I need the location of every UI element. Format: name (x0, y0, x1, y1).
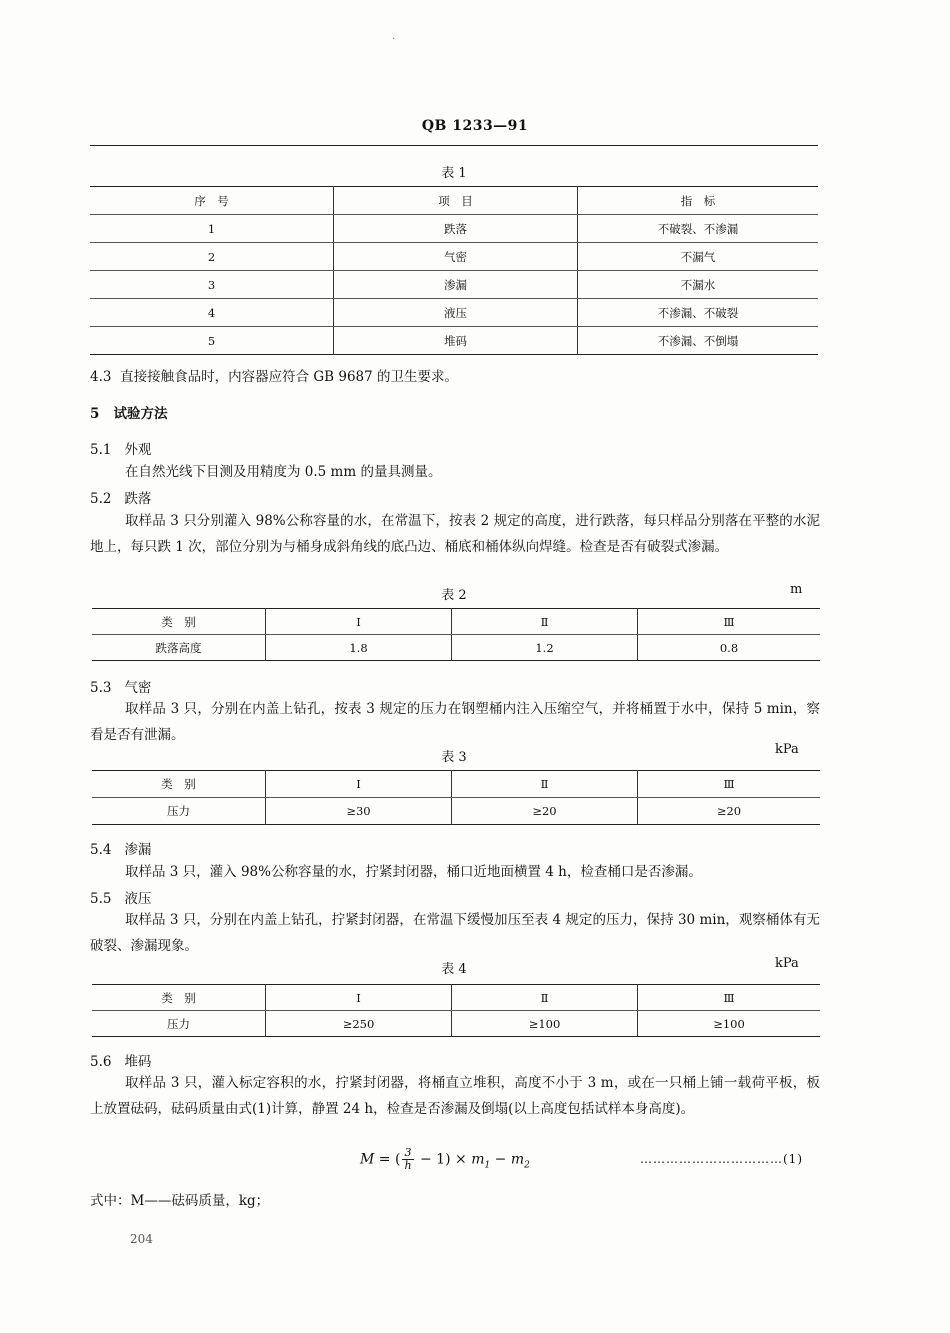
formula-lhs: M (360, 1151, 375, 1168)
table1-col-index: 指 标 (578, 187, 819, 215)
table3-cell: 压力 (167, 804, 190, 818)
formula-frac-den: h (404, 1159, 412, 1172)
clause-number: 5.1 (90, 442, 112, 458)
table1-cell: 不渗漏、不破裂 (578, 299, 819, 327)
standard-code-header: QB 1233—91 (421, 118, 529, 134)
table1-cell: 跌落 (334, 215, 578, 243)
table2 (92, 608, 820, 661)
formula-1 (360, 1147, 530, 1172)
table1-cell: 堆码 (334, 327, 578, 355)
table2-cell: Ⅰ (266, 609, 452, 635)
formula-eq: = (378, 1151, 391, 1168)
table1-cell: 3 (90, 271, 334, 299)
table3-cell: Ⅲ (638, 771, 821, 798)
table1-cell: 液压 (334, 299, 578, 327)
table4-cell: Ⅱ (452, 985, 638, 1011)
formula-open: ( (394, 1151, 401, 1168)
clause-title: 堆码 (124, 1054, 152, 1070)
clause-number: 5.4 (90, 842, 112, 858)
table4-cell: Ⅰ (266, 985, 452, 1011)
clause-5-3-text: 取样品 3 只，分别在内盖上钻孔，按表 3 规定的压力在钢塑桶内注入压缩空气，并将桶置于水中，保持 5 min，察看是否有泄漏。 (90, 701, 820, 743)
formula-m2-sub: 2 (524, 1160, 530, 1171)
table1-cell: 气密 (334, 243, 578, 271)
clause-text: 直接接触食品时，内容器应符合 GB 9687 的卫生要求。 (120, 369, 459, 385)
clause-5-2-text: 取样品 3 只分别灌入 98%公称容量的水，在常温下，按表 2 规定的高度，进行跌落，每只样品分别落在平整的水泥地上，每只跌 1 次，部位分别为与桶身成斜角线的底凸边、桶底和桶体纵向焊缝。检查是否有破裂式渗漏。 (90, 513, 820, 555)
table1 (90, 186, 818, 355)
table4-caption: 表 4 (441, 962, 467, 977)
table4-cell: 压力 (167, 1016, 190, 1031)
clause-5-5-text: 取样品 3 只，分别在内盖上钻孔，拧紧封闭器，在常温下缓慢加压至表 4 规定的压力，保持 30 min，观察桶体有无破裂、渗漏现象。 (90, 912, 820, 954)
table1-cell: 渗漏 (334, 271, 578, 299)
where-line: 式中：M——砝码质量，kg； (90, 1193, 270, 1209)
table1-cell: 不漏气 (578, 243, 819, 271)
table3-caption: 表 3 (441, 750, 467, 765)
table1-header-row (90, 187, 818, 215)
clause-title: 跌落 (124, 491, 152, 507)
table1-cell: 4 (90, 299, 334, 327)
clause-5-1-text: 在自然光线下目测及用精度为 0.5 mm 的量具测量。 (125, 464, 442, 480)
table2-cell: 类 别 (92, 609, 266, 635)
table1-cell: 5 (207, 333, 216, 348)
clause-title: 渗漏 (124, 842, 152, 858)
table-row (90, 271, 818, 299)
table1-caption: 表 1 (441, 166, 467, 181)
table1-cell: 不渗漏、不倒塌 (578, 327, 819, 355)
table4-cell: ≥250 (266, 1011, 452, 1037)
table-row (90, 299, 818, 327)
table-row (92, 798, 820, 825)
formula-frac-num: 3 (402, 1147, 413, 1160)
table3 (92, 770, 820, 825)
table1-cell: 不漏水 (578, 271, 819, 299)
clause-number: 5.3 (90, 680, 112, 696)
table2-cell: Ⅱ (452, 609, 638, 635)
scan-mark: · (392, 34, 396, 45)
clause-5-4-text: 取样品 3 只，灌入 98%公称容量的水，拧紧封闭器，桶口近地面横置 4 h，检查桶口是否渗漏。 (125, 864, 702, 880)
table2-cell: 跌落高度 (155, 640, 202, 655)
formula-m1: m (471, 1151, 485, 1168)
formula-times: × (455, 1151, 467, 1168)
formula-minus: − (494, 1151, 507, 1168)
table-row (90, 327, 818, 355)
formula-fraction (402, 1147, 413, 1172)
table2-unit: m (790, 582, 803, 597)
table3-cell: 类 别 (92, 771, 266, 798)
table-row (92, 1011, 820, 1037)
clause-number: 4.3 (90, 369, 112, 385)
table4-cell: ≥100 (452, 1011, 638, 1037)
clause-title: 液压 (124, 891, 152, 907)
table2-cell: 0.8 (638, 635, 821, 661)
table-row (92, 985, 820, 1011)
formula-m2: m (510, 1151, 525, 1168)
table3-cell: ≥30 (266, 798, 452, 825)
clause-5-6-text: 取样品 3 只，灌入标定容积的水，拧紧封闭器，将桶直立堆积，高度不小于 3 m，或在一只桶上铺一载荷平板，板上放置砝码，砝码质量由式(1)计算，静置 24 h，检查是否渗漏及倒塌(以上高度包括试样本身高度)。 (90, 1075, 820, 1117)
clause-number: 5.2 (90, 491, 112, 507)
table1-col-item: 项 目 (334, 187, 578, 215)
table4-cell: 类 别 (92, 985, 266, 1011)
table2-cell: 1.8 (266, 635, 452, 661)
table3-cell: ≥20 (452, 798, 638, 825)
table1-cell: 2 (90, 243, 334, 271)
table4-unit: kPa (775, 956, 799, 971)
section-number: 5 (90, 406, 100, 422)
page-number: 204 (130, 1232, 153, 1246)
table1-cell: 不破裂、不渗漏 (578, 215, 819, 243)
table-row (92, 609, 820, 635)
table-row (90, 215, 818, 243)
clause-4-3 (90, 364, 820, 390)
table4 (92, 984, 820, 1037)
table4-cell: Ⅲ (638, 985, 821, 1011)
table-row (90, 243, 818, 271)
clause-title: 气密 (124, 680, 152, 696)
table1-cell: 1 (90, 215, 334, 243)
table2-cell: 1.2 (452, 635, 638, 661)
clause-title: 外观 (124, 442, 152, 458)
header-rule (90, 145, 818, 146)
clause-5-2-heading (90, 487, 151, 507)
clause-5-6-heading (90, 1050, 151, 1070)
table3-cell: Ⅱ (452, 771, 638, 798)
formula-number: ……………………………(1) (640, 1152, 803, 1166)
table2-caption: 表 2 (441, 588, 467, 603)
table-row (92, 771, 820, 798)
table3-unit: kPa (775, 742, 799, 757)
clause-5-1-heading (90, 438, 151, 458)
table3-cell: ≥20 (638, 798, 821, 825)
clause-number: 5.5 (90, 891, 112, 907)
table-row (92, 635, 820, 661)
table3-cell: Ⅰ (266, 771, 452, 798)
clause-5-3-heading (90, 676, 151, 696)
table1-col-seq: 序 号 (90, 187, 334, 215)
formula-minus-one: − 1) (420, 1151, 451, 1168)
clause-5-5-heading (90, 887, 151, 907)
table2-cell: Ⅲ (638, 609, 821, 635)
clause-number: 5.6 (90, 1054, 112, 1070)
formula-m1-sub: 1 (484, 1160, 491, 1171)
section-title: 试验方法 (113, 406, 168, 422)
table4-cell: ≥100 (638, 1011, 821, 1037)
section-5-title (90, 402, 168, 422)
clause-5-4-heading (90, 838, 151, 858)
